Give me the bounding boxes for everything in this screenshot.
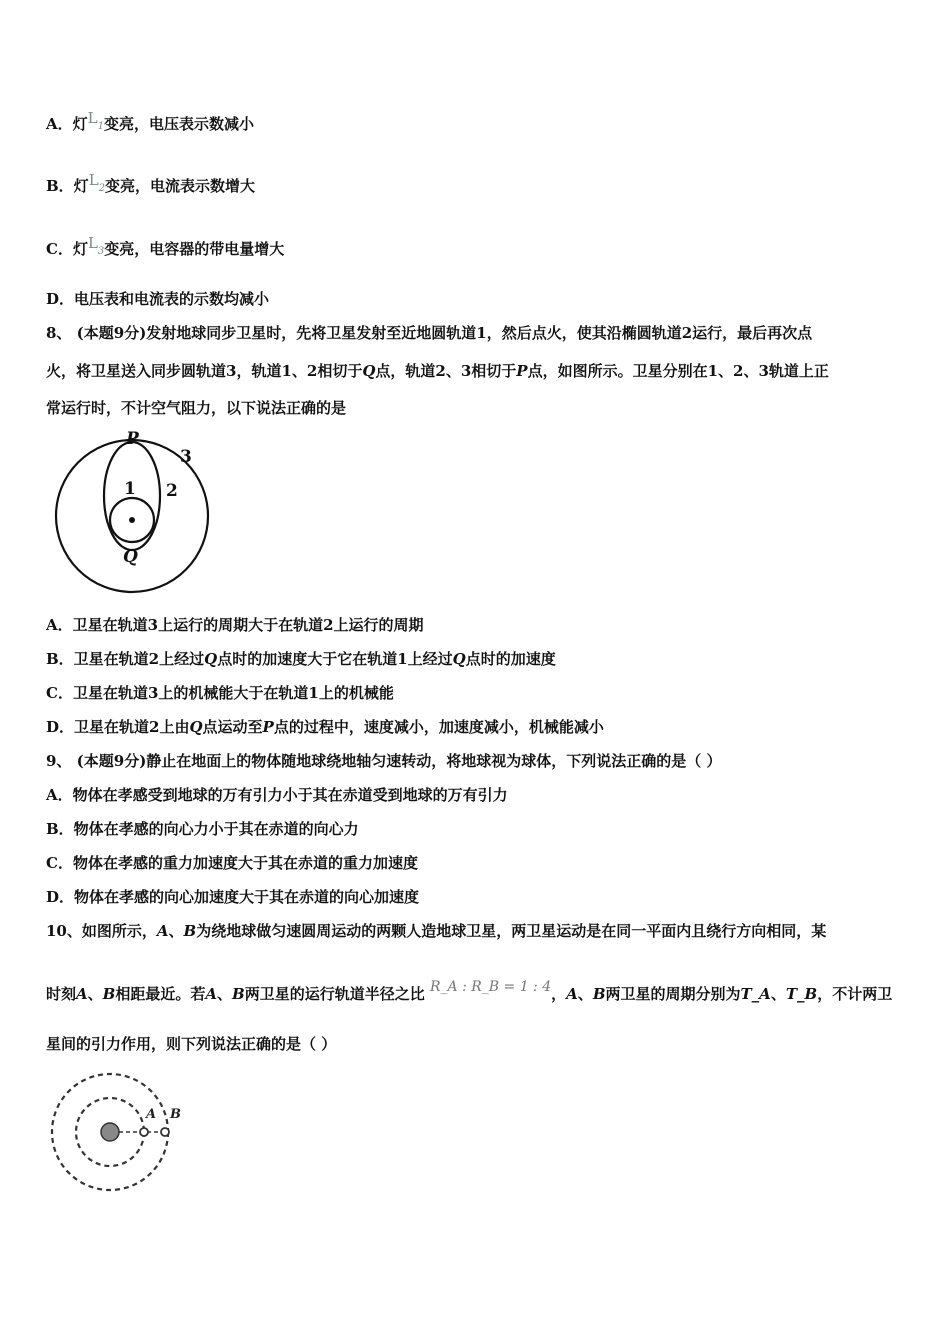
q7-option-b — [46, 171, 256, 199]
q8-stem-line3: 常运行时，不计空气阻力，以下说法正确的是 — [46, 399, 347, 417]
q10-stem-line1: 10、如图所示，A、B为绕地球做匀速圆周运动的两颗人造地球卫星，两卫星运动是在同一平面内且绕行方向相同，某 — [46, 922, 827, 940]
satellite-b — [161, 1128, 169, 1136]
q7-option-d: D．电压表和电流表的示数均减小 — [46, 290, 270, 308]
q8-stem-line1: 8、 (本题9分)发射地球同步卫星时，先将卫星发射至近地圆轨道1，然后点火，使其沿椭圆轨道2运行，最后再次点 — [46, 324, 813, 342]
label-2: 2 — [166, 481, 178, 501]
q8-option-a: A．卫星在轨道3上运行的周期大于在轨道2上运行的周期 — [46, 616, 424, 634]
label-b: B — [170, 1107, 181, 1122]
option-text: 变亮，电容器的带电量增大 — [104, 240, 285, 258]
label-p: P — [126, 429, 139, 449]
q7-option-c — [46, 234, 285, 262]
q8-option-c: C．卫星在轨道3上的机械能大于在轨道1上的机械能 — [46, 684, 394, 702]
q8-option-b: B．卫星在轨道2上经过Q点时的加速度大于它在轨道1上经过Q点时的加速度 — [46, 650, 556, 668]
lamp-symbol: L3 — [87, 234, 105, 257]
label-q: Q — [123, 547, 138, 567]
radius-ratio: R_A : R_B = 1 : 4 — [429, 979, 552, 995]
lamp-symbol: L2 — [88, 171, 106, 194]
q9-option-b: B．物体在孝感的向心力小于其在赤道的向心力 — [46, 820, 359, 838]
satellite-a — [140, 1128, 148, 1136]
option-prefix: C．灯 — [46, 240, 88, 258]
option-text: 变亮，电流表示数增大 — [105, 177, 256, 195]
option-prefix: B．灯 — [46, 177, 89, 195]
option-prefix: A．灯 — [46, 115, 88, 133]
option-text: 变亮，电压表示数减小 — [103, 115, 254, 133]
q8-option-d: D．卫星在轨道2上由Q点运动至P点的过程中，速度减小，加速度减小，机械能减小 — [46, 718, 604, 736]
label-1: 1 — [124, 479, 136, 499]
q10-stem-line2: 时刻A、B相距最近。若A、B两卫星的运行轨道半径之比 R_A : R_B = 1 : 4，A、B两卫星的周期分别为T_A、T_B，不计两卫 — [46, 979, 893, 1003]
earth-dot — [129, 517, 135, 523]
q10-stem-line3: 星间的引力作用，则下列说法正确的是（ ） — [46, 1035, 337, 1053]
q8-stem-line2: 火，将卫星送入同步圆轨道3，轨道1、2相切于Q点，轨道2、3相切于P点，如图所示。卫星分别在1、2、3轨道上正 — [46, 362, 829, 380]
lamp-symbol: L1 — [87, 109, 104, 132]
q9-stem: 9、 (本题9分)静止在地面上的物体随地球绕地轴匀速转动，将地球视为球体，下列说法正确的是（ ） — [46, 752, 722, 770]
earth-circle — [101, 1123, 119, 1141]
label-a: A — [146, 1107, 157, 1122]
q9-option-d: D．物体在孝感的向心加速度大于其在赤道的向心加速度 — [46, 888, 420, 906]
label-3: 3 — [180, 447, 192, 467]
q8-orbit-figure — [50, 428, 220, 596]
q7-option-a — [46, 109, 254, 137]
q9-option-a: A．物体在孝感受到地球的万有引力小于其在赤道受到地球的万有引力 — [46, 786, 508, 804]
q10-orbit-figure — [44, 1068, 184, 1198]
q9-option-c: C．物体在孝感的重力加速度大于其在赤道的重力加速度 — [46, 854, 418, 872]
